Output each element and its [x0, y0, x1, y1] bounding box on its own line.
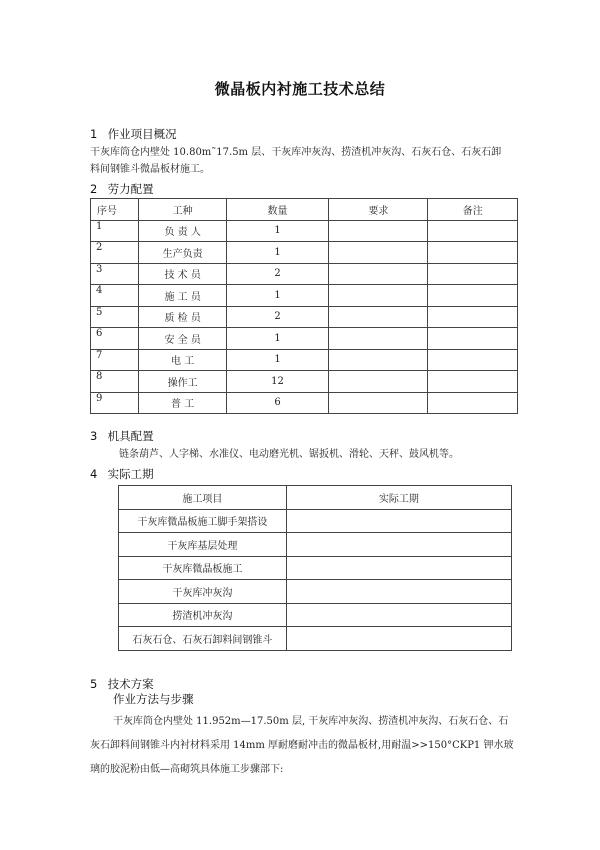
cell-no: 9 [91, 392, 139, 414]
section-heading-overview [90, 126, 177, 142]
table-row [91, 371, 518, 393]
header-period: 实际工期 [286, 486, 511, 510]
cell-req [329, 371, 428, 393]
cell-no: 6 [91, 328, 139, 350]
cell-no: 3 [91, 263, 139, 285]
overview-line-2: 料间钢锥斗微晶板材施工。 [90, 164, 210, 175]
cell-qty: 6 [226, 392, 328, 414]
table-row [119, 533, 512, 557]
tools-list: 链条葫芦、人字梯、水准仪、电动磨光机、锯扳机、滑轮、天秤、鼓风机等。 [119, 449, 459, 460]
cell-item: 干灰库冲灰沟 [119, 580, 287, 604]
section-heading-schedule [90, 466, 154, 482]
cell-req [329, 306, 428, 328]
cell-type: 操作工 [139, 371, 227, 393]
schedule-table [118, 485, 512, 651]
cell-period [286, 556, 511, 580]
cell-qty: 1 [226, 285, 328, 307]
table-row [91, 328, 518, 350]
section-heading-tools [90, 428, 154, 444]
cell-note [428, 392, 518, 414]
table-row [91, 220, 518, 242]
cell-type: 负 责 人 [139, 220, 227, 242]
cell-note [428, 371, 518, 393]
table-header-row [119, 486, 512, 510]
cell-note [428, 220, 518, 242]
cell-qty: 1 [226, 328, 328, 350]
cell-no: 2 [91, 242, 139, 264]
cell-note [428, 242, 518, 264]
cell-type: 质 检 员 [139, 306, 227, 328]
cell-period [286, 627, 511, 651]
table-row [119, 556, 512, 580]
table-row [91, 263, 518, 285]
section-title: 作业项目概况 [107, 127, 177, 141]
table-header-row [91, 199, 518, 221]
cell-qty: 2 [226, 306, 328, 328]
section-title: 技术方案 [107, 677, 154, 691]
method-line-3: 璃的胶泥粉由低—高砌筑具体施工步骤部下: [90, 764, 284, 775]
header-type: 工种 [139, 199, 227, 221]
cell-req [329, 328, 428, 350]
subsection-heading-method: 作业方法与步骤 [113, 692, 194, 706]
cell-item: 干灰库微晶板施工 [119, 556, 287, 580]
cell-qty: 12 [226, 371, 328, 393]
section-title: 机具配置 [107, 429, 154, 443]
section-number: 3 [90, 429, 98, 443]
labor-table [90, 198, 518, 414]
method-line-2: 灰石卸料间钢锥斗内衬材料采用 14mm 厚耐磨耐冲击的微晶板材,用耐温>>150°CKP1 钾水玻 [90, 740, 514, 751]
table-row [91, 242, 518, 264]
header-req: 要求 [329, 199, 428, 221]
cell-qty: 2 [226, 263, 328, 285]
cell-note [428, 306, 518, 328]
header-note: 备注 [428, 199, 518, 221]
table-row [119, 580, 512, 604]
cell-type: 施 工 员 [139, 285, 227, 307]
section-title: 劳力配置 [107, 182, 154, 196]
header-no: 序号 [91, 199, 139, 221]
header-qty: 数量 [226, 199, 328, 221]
cell-period [286, 580, 511, 604]
cell-note [428, 328, 518, 350]
table-row [91, 349, 518, 371]
cell-no: 1 [91, 220, 139, 242]
table-row [119, 603, 512, 627]
document-title: 微晶板内衬施工技术总结 [214, 80, 386, 98]
cell-req [329, 220, 428, 242]
section-heading-technical [90, 676, 154, 692]
cell-type: 安 全 员 [139, 328, 227, 350]
overview-line-1: 干灰库筒仓内壁处 10.80m˜17.5m 层、干灰库冲灰沟、捞渣机冲灰沟、石灰石仓、石灰石卸 [90, 147, 502, 158]
cell-item: 石灰石仓、石灰石卸料间钢锥斗 [119, 627, 287, 651]
cell-req [329, 263, 428, 285]
table-row [119, 627, 512, 651]
cell-qty: 1 [226, 220, 328, 242]
cell-note [428, 349, 518, 371]
cell-qty: 1 [226, 242, 328, 264]
section-number: 1 [90, 127, 98, 141]
cell-period [286, 509, 511, 533]
cell-note [428, 285, 518, 307]
cell-no: 5 [91, 306, 139, 328]
cell-type: 普 工 [139, 392, 227, 414]
table-row [91, 392, 518, 414]
cell-no: 4 [91, 285, 139, 307]
method-line-1: 干灰库筒仓内壁处 11.952m—17.50m 层, 干灰库冲灰沟、捞渣机冲灰沟、石灰石仓、石 [113, 716, 509, 727]
section-number: 2 [90, 182, 98, 196]
cell-item: 干灰库微晶板施工脚手架搭设 [119, 509, 287, 533]
cell-period [286, 533, 511, 557]
table-row [91, 285, 518, 307]
cell-type: 生产负责 [139, 242, 227, 264]
cell-req [329, 285, 428, 307]
cell-item: 捞渣机冲灰沟 [119, 603, 287, 627]
section-title: 实际工期 [107, 467, 154, 481]
cell-no: 7 [91, 349, 139, 371]
cell-note [428, 263, 518, 285]
cell-no: 8 [91, 371, 139, 393]
cell-type: 电 工 [139, 349, 227, 371]
table-row [91, 306, 518, 328]
section-number: 5 [90, 677, 98, 691]
table-row [119, 509, 512, 533]
cell-period [286, 603, 511, 627]
section-number: 4 [90, 467, 98, 481]
cell-req [329, 242, 428, 264]
cell-req [329, 392, 428, 414]
cell-req [329, 349, 428, 371]
section-heading-labor [90, 181, 154, 197]
cell-type: 技 术 员 [139, 263, 227, 285]
cell-qty: 1 [226, 349, 328, 371]
cell-item: 干灰库基层处理 [119, 533, 287, 557]
header-item: 施工项目 [119, 486, 287, 510]
